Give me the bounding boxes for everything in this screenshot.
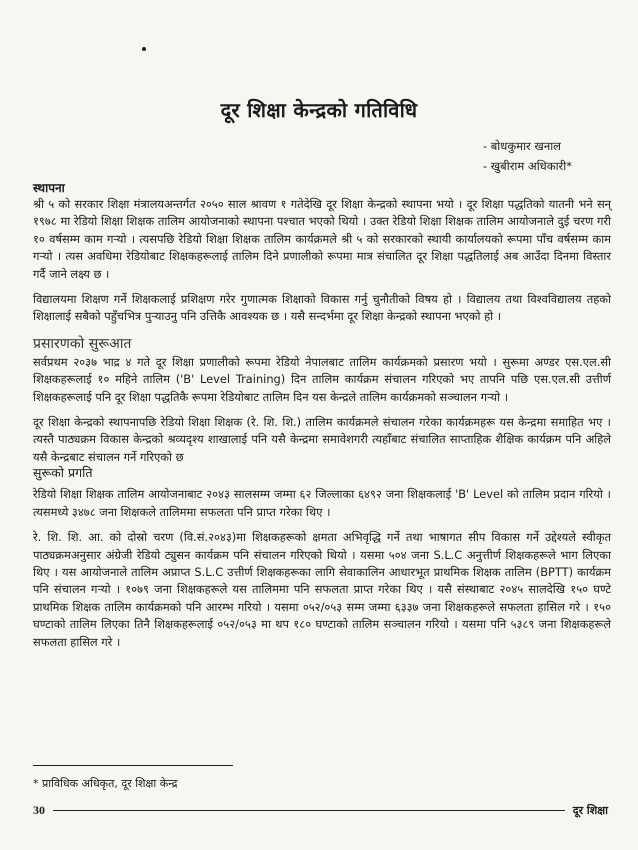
section-heading-broadcast-start: प्रसारणको सुरूआत: [33, 335, 132, 352]
article-body: [33, 180, 611, 659]
author-list: [483, 136, 572, 176]
paragraph: श्री ५ को सरकार शिक्षा मंत्रालयअन्तर्गत २०५० साल श्रावण १ गतेदेखि दूर शिक्षा केन्द्रको स्थापना भयो । दूर शिक्षा पद्धतिको यातनी भने सन् १९७८ मा रेडियो शिक्षा शिक्षक तालिम आयोजनाको स्थापना पश्चात भएको थियो । उक्त रेडियो शिक्षा शिक्षक तालिम आयोजनाले दुई चरण गरी १० वर्षसम्म काम गऱ्यो । त्यसपछि रेडियो शिक्षा शिक्षक तालिम कार्यक्रमले श्री ५ को सरकारको स्थायी कार्यालयको रूपमा पाँच वर्षसम्म काम गऱ्यो । त्यस अवधिमा रेडियोबाट शिक्षकहरूलाई तालिम दिने प्रणालीको रूपमा मात्र संचालित दूर शिक्षा पद्धतिलाई अब आउँदा दिनमा विस्तार गर्दै जाने लक्ष्य छ ।: [33, 197, 611, 281]
subheading-early-progress: सुरूको प्रगति: [33, 465, 93, 481]
journal-name: दूर शिक्षा: [572, 803, 608, 817]
paragraph: विद्यालयमा शिक्षण गर्ने शिक्षकलाई प्रशिक्षण गरेर गुणात्मक शिक्षाको विकास गर्नु चुनौतीको विषय हो । विद्यालय तथा विश्वविद्यालय तहको शिक्षालाई सबैको पहुँचभित्र पुऱ्याउनु पनि उत्तिकै आवश्यक छ । यसै सन्दर्भमा दूर शिक्षा केन्द्रको स्थापना भएको हो ।: [33, 292, 611, 324]
footnote: * प्राविधिक अधिकृत, दूर शिक्षा केन्द्र: [33, 777, 178, 790]
author-2: - खुबीराम अधिकारी*: [482, 159, 572, 173]
paragraph: सर्वप्रथम २०३७ भाद्र ४ गते दूर शिक्षा प्रणालीको रूपमा रेडियो नेपालबाट तालिम कार्यक्रमको प्रसारण भयो । सुरूमा अण्डर एस.एल.सी शिक्षकहरूलाई १० महिने तालिम ('B' Level Training) दिन तालिम कार्यक्रम संचालन गरिएको भए तापनि पछि एस.एल.सी उत्तीर्ण शिक्षकहरूलाई पनि दूर शिक्षा पद्धतिकै रूपमा रेडियोबाट तालिम दिन यस केन्द्रले तालिम कार्यक्रमको सञ्चालन गऱ्यो ।: [33, 354, 611, 404]
footer-rule: [53, 810, 565, 811]
paragraph: दूर शिक्षा केन्द्रको स्थापनापछि रेडियो शिक्षा शिक्षक (रे. शि. शि.) तालिम कार्यक्रमले संचालन गरेका कार्यक्रमहरू यस केन्द्रमा समाहित भए । त्यस्तै पाठ्यक्रम विकास केन्द्रको श्रव्यदृश्य शाखालाई पनि यसै केन्द्रमा समावेशगरी त्यहाँबाट संचालित साप्ताहिक शैक्षिक कार्यक्रम पनि अहिले यसै केन्द्रबाट संचालन गर्ने गरिएको छ: [33, 415, 611, 464]
paragraph: रे. शि. शि. आ. को दोस्रो चरण (वि.सं.२०४३)मा शिक्षकहरूको क्षमता अभिवृद्धि गर्ने तथा भाषागत सीप विकास गर्ने उद्देश्यले स्वीकृत पाठ्यक्रमअनुसार अंग्रेजी रेडियो ट्युसन कार्यक्रम पनि संचालन गरिएको थियो । यसमा ५०४ जना S.L.C अनुत्तीर्ण शिक्षकहरूले भाग लिएका थिए । यस आयोजनाले तालिम अप्राप्त S.L.C उत्तीर्ण शिक्षकहरूका लागि सेवाकालिन आधारभूत प्राथमिक शिक्षक तालिम (BPTT) कार्यक्रम पनि संचालन गऱ्यो । १०७९ जना शिक्षकहरूले यस तालिममा पनि सफलता प्राप्त गरेका थिए । यसै संस्थाबाट २०४५ सालदेखि १५० घण्टे प्राथमिक शिक्षक तालिम कार्यक्रमको पनि आरम्भ गरियो । यसमा ०५२/०५३ सम्म जम्मा ६३३७ जना शिक्षकहरूले सफलता हासिल गरे । १५० घण्टाको तालिम लिएका तिनै शिक्षकहरूलाई ०५२/०५३ मा थप १८० घण्टाको तालिम सञ्चालन गरियो । यसमा पनि ५३८९ जना शिक्षकहरूले सफलता हासिल गरे ।: [33, 530, 611, 649]
author-1: - बोधकुमार खनाल: [482, 139, 561, 153]
stray-dot: [142, 47, 146, 51]
article-title: दूर शिक्षा केन्द्रको गतिविधि: [220, 98, 418, 122]
footnote-divider: [33, 765, 233, 766]
paragraph: रेडियो शिक्षा शिक्षक तालिम आयोजनाबाट २०४३ सालसम्म जम्मा ६२ जिल्लाका ६४९२ जना शिक्षकलाई 'B' Level को तालिम प्रदान गरियो । त्यसमध्ये ३४७८ जना शिक्षकले तालिममा सफलता पनि प्राप्त गरेका थिए ।: [33, 487, 611, 519]
section-heading-establishment: स्थापना: [33, 181, 65, 195]
page-footer: [33, 800, 608, 820]
page-number: 30: [33, 802, 45, 817]
